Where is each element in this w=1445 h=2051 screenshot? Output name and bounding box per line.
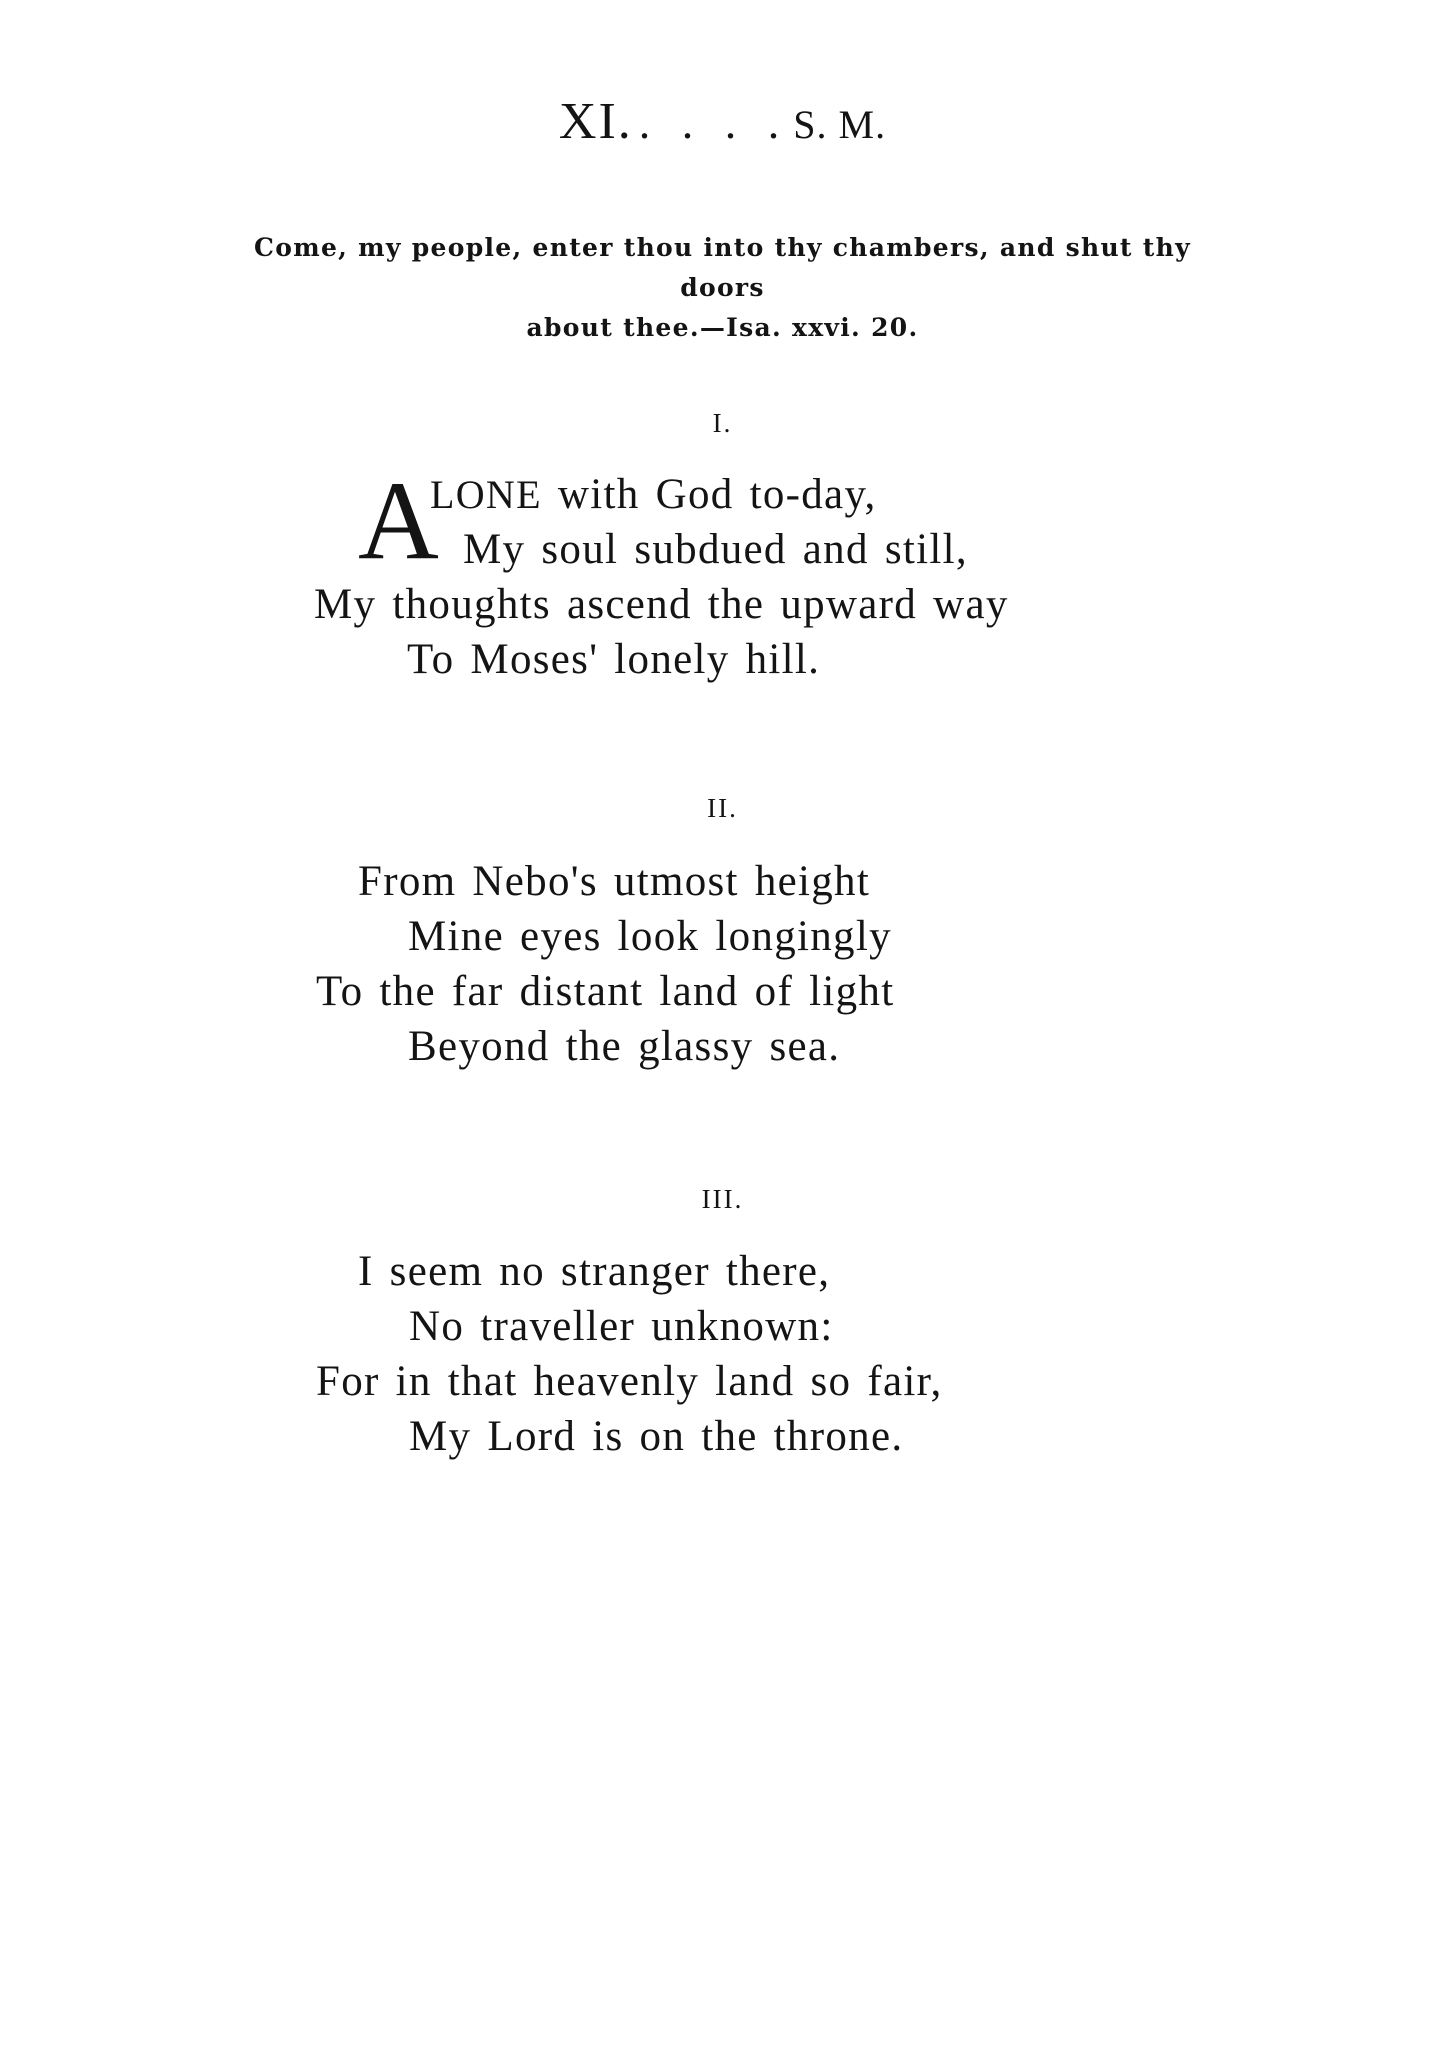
stanza-3-line-2: No traveller unknown: [409,1303,834,1350]
stanza-2-line-4: Beyond the glassy sea. [408,1023,841,1070]
stanza-1-line-3: My thoughts ascend the upward way [314,581,1009,628]
stanza-2-numeral: II. [707,793,738,823]
stanza-2-line-1: From Nebo's utmost height [358,858,871,905]
drop-capital: A [358,459,439,583]
hymn-metre: S. M. [793,102,887,147]
stanza-1-line-4: To Moses' lonely hill. [407,636,821,683]
stanza-1-line-1 [430,470,877,519]
stanza-3-line-3: For in that heavenly land so fair, [316,1358,943,1405]
stanza-3-line-1: I seem no stranger there, [358,1248,831,1295]
stanza-2-line-2: Mine eyes look longingly [408,913,892,960]
stanza-1-line-2: My soul subdued and still, [463,526,968,573]
stanza-2-line-3: To the far distant land of light [316,968,895,1015]
stanza-1-line-1-text: with God to-day, [541,471,877,518]
hymn-number: XI. [558,93,633,150]
scripture-epigraph [240,228,1205,348]
stanza-3-numeral: III. [701,1184,744,1214]
first-word-small-caps: LONE [430,472,542,517]
epigraph-line-2: about thee.—Isa. xxvi. 20. [526,313,919,342]
hymn-heading [0,92,1445,151]
stanza-3-line-4: My Lord is on the throne. [409,1413,904,1460]
stanza-1-numeral: I. [712,408,733,438]
epigraph-line-1: Come, my people, enter thou into thy chambers, and shut thy doors [254,233,1191,302]
heading-leader-dots: . . . . [638,97,790,148]
